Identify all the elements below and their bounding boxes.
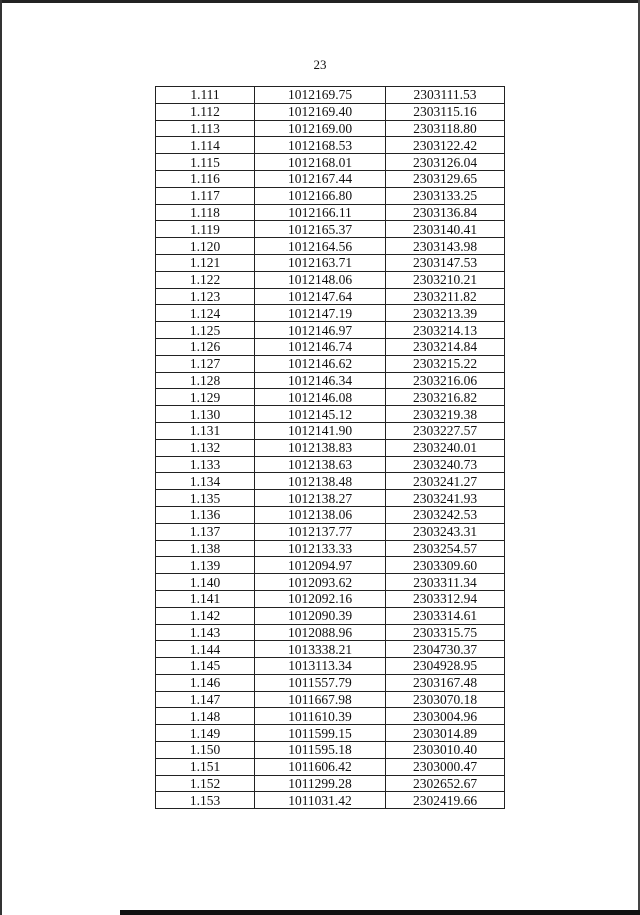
table-row <box>156 490 505 507</box>
x-coordinate-cell: 1012146.74 <box>255 338 386 355</box>
table-row <box>156 154 505 171</box>
x-coordinate-cell: 1012141.90 <box>255 422 386 439</box>
x-coordinate-cell: 1012168.53 <box>255 137 386 154</box>
y-coordinate-cell: 2303240.73 <box>386 456 505 473</box>
x-coordinate-cell: 1013338.21 <box>255 641 386 658</box>
point-number-cell: 1.130 <box>156 406 255 423</box>
point-number-cell: 1.120 <box>156 238 255 255</box>
x-coordinate-cell: 1012088.96 <box>255 624 386 641</box>
table-row <box>156 271 505 288</box>
point-number-cell: 1.148 <box>156 708 255 725</box>
y-coordinate-cell: 2303241.27 <box>386 473 505 490</box>
x-coordinate-cell: 1012167.44 <box>255 170 386 187</box>
table-row <box>156 674 505 691</box>
table-row <box>156 137 505 154</box>
y-coordinate-cell: 2303214.13 <box>386 322 505 339</box>
point-number-cell: 1.138 <box>156 540 255 557</box>
x-coordinate-cell: 1011599.15 <box>255 725 386 742</box>
y-coordinate-cell: 2302652.67 <box>386 775 505 792</box>
x-coordinate-cell: 1011031.42 <box>255 792 386 809</box>
point-number-cell: 1.150 <box>156 742 255 759</box>
x-coordinate-cell: 1012092.16 <box>255 590 386 607</box>
coordinates-table <box>155 86 505 809</box>
point-number-cell: 1.121 <box>156 254 255 271</box>
point-number-cell: 1.147 <box>156 691 255 708</box>
table-row <box>156 439 505 456</box>
x-coordinate-cell: 1012163.71 <box>255 254 386 271</box>
x-coordinate-cell: 1011557.79 <box>255 674 386 691</box>
x-coordinate-cell: 1012138.06 <box>255 506 386 523</box>
y-coordinate-cell: 2303111.53 <box>386 87 505 104</box>
point-number-cell: 1.118 <box>156 204 255 221</box>
y-coordinate-cell: 2303010.40 <box>386 742 505 759</box>
x-coordinate-cell: 1012145.12 <box>255 406 386 423</box>
table-row <box>156 355 505 372</box>
point-number-cell: 1.124 <box>156 305 255 322</box>
point-number-cell: 1.134 <box>156 473 255 490</box>
table-row <box>156 187 505 204</box>
y-coordinate-cell: 2303118.80 <box>386 120 505 137</box>
y-coordinate-cell: 2303122.42 <box>386 137 505 154</box>
table-row <box>156 607 505 624</box>
table-row <box>156 725 505 742</box>
coordinates-table-body <box>156 87 505 809</box>
y-coordinate-cell: 2303312.94 <box>386 590 505 607</box>
y-coordinate-cell: 2303243.31 <box>386 523 505 540</box>
scan-bottom-edge <box>120 910 640 915</box>
y-coordinate-cell: 2303167.48 <box>386 674 505 691</box>
point-number-cell: 1.127 <box>156 355 255 372</box>
point-number-cell: 1.141 <box>156 590 255 607</box>
x-coordinate-cell: 1012138.63 <box>255 456 386 473</box>
x-coordinate-cell: 1012165.37 <box>255 221 386 238</box>
table-row <box>156 506 505 523</box>
table-row <box>156 758 505 775</box>
y-coordinate-cell: 2302419.66 <box>386 792 505 809</box>
point-number-cell: 1.140 <box>156 574 255 591</box>
point-number-cell: 1.146 <box>156 674 255 691</box>
x-coordinate-cell: 1012147.64 <box>255 288 386 305</box>
table-row <box>156 254 505 271</box>
y-coordinate-cell: 2303240.01 <box>386 439 505 456</box>
y-coordinate-cell: 2303000.47 <box>386 758 505 775</box>
point-number-cell: 1.136 <box>156 506 255 523</box>
table-row <box>156 406 505 423</box>
x-coordinate-cell: 1012147.19 <box>255 305 386 322</box>
x-coordinate-cell: 1011610.39 <box>255 708 386 725</box>
y-coordinate-cell: 2303126.04 <box>386 154 505 171</box>
y-coordinate-cell: 2303115.16 <box>386 103 505 120</box>
y-coordinate-cell: 2303242.53 <box>386 506 505 523</box>
x-coordinate-cell: 1012166.11 <box>255 204 386 221</box>
page-number: 23 <box>313 57 327 72</box>
y-coordinate-cell: 2303227.57 <box>386 422 505 439</box>
table-row <box>156 120 505 137</box>
point-number-cell: 1.151 <box>156 758 255 775</box>
x-coordinate-cell: 1012169.75 <box>255 87 386 104</box>
y-coordinate-cell: 2303315.75 <box>386 624 505 641</box>
table-row <box>156 87 505 104</box>
y-coordinate-cell: 2303129.65 <box>386 170 505 187</box>
y-coordinate-cell: 2303211.82 <box>386 288 505 305</box>
x-coordinate-cell: 1012094.97 <box>255 557 386 574</box>
table-row <box>156 238 505 255</box>
table-row <box>156 422 505 439</box>
point-number-cell: 1.112 <box>156 103 255 120</box>
point-number-cell: 1.119 <box>156 221 255 238</box>
x-coordinate-cell: 1011606.42 <box>255 758 386 775</box>
table-row <box>156 456 505 473</box>
table-row <box>156 221 505 238</box>
point-number-cell: 1.123 <box>156 288 255 305</box>
point-number-cell: 1.113 <box>156 120 255 137</box>
point-number-cell: 1.153 <box>156 792 255 809</box>
y-coordinate-cell: 2303136.84 <box>386 204 505 221</box>
x-coordinate-cell: 1012148.06 <box>255 271 386 288</box>
point-number-cell: 1.129 <box>156 389 255 406</box>
y-coordinate-cell: 2303213.39 <box>386 305 505 322</box>
table-row <box>156 691 505 708</box>
point-number-cell: 1.143 <box>156 624 255 641</box>
point-number-cell: 1.139 <box>156 557 255 574</box>
table-row <box>156 624 505 641</box>
y-coordinate-cell: 2303133.25 <box>386 187 505 204</box>
y-coordinate-cell: 2303140.41 <box>386 221 505 238</box>
table-row <box>156 372 505 389</box>
point-number-cell: 1.126 <box>156 338 255 355</box>
point-number-cell: 1.135 <box>156 490 255 507</box>
x-coordinate-cell: 1012146.97 <box>255 322 386 339</box>
point-number-cell: 1.125 <box>156 322 255 339</box>
x-coordinate-cell: 1012146.62 <box>255 355 386 372</box>
table-row <box>156 523 505 540</box>
table-row <box>156 473 505 490</box>
point-number-cell: 1.111 <box>156 87 255 104</box>
point-number-cell: 1.122 <box>156 271 255 288</box>
table-row <box>156 557 505 574</box>
table-row <box>156 775 505 792</box>
table-row <box>156 322 505 339</box>
table-row <box>156 338 505 355</box>
x-coordinate-cell: 1012138.83 <box>255 439 386 456</box>
point-number-cell: 1.149 <box>156 725 255 742</box>
scan-top-edge <box>0 0 640 3</box>
x-coordinate-cell: 1012146.08 <box>255 389 386 406</box>
table-row <box>156 658 505 675</box>
table-row <box>156 389 505 406</box>
y-coordinate-cell: 2304730.37 <box>386 641 505 658</box>
x-coordinate-cell: 1012169.40 <box>255 103 386 120</box>
y-coordinate-cell: 2303004.96 <box>386 708 505 725</box>
point-number-cell: 1.137 <box>156 523 255 540</box>
point-number-cell: 1.144 <box>156 641 255 658</box>
point-number-cell: 1.128 <box>156 372 255 389</box>
x-coordinate-cell: 1013113.34 <box>255 658 386 675</box>
table-row <box>156 708 505 725</box>
table-row <box>156 792 505 809</box>
table-row <box>156 574 505 591</box>
y-coordinate-cell: 2303254.57 <box>386 540 505 557</box>
y-coordinate-cell: 2303070.18 <box>386 691 505 708</box>
table-row <box>156 204 505 221</box>
y-coordinate-cell: 2303311.34 <box>386 574 505 591</box>
table-row <box>156 305 505 322</box>
table-row <box>156 540 505 557</box>
point-number-cell: 1.142 <box>156 607 255 624</box>
x-coordinate-cell: 1011595.18 <box>255 742 386 759</box>
y-coordinate-cell: 2303143.98 <box>386 238 505 255</box>
table-row <box>156 103 505 120</box>
y-coordinate-cell: 2303147.53 <box>386 254 505 271</box>
point-number-cell: 1.131 <box>156 422 255 439</box>
x-coordinate-cell: 1012137.77 <box>255 523 386 540</box>
point-number-cell: 1.117 <box>156 187 255 204</box>
x-coordinate-cell: 1012164.56 <box>255 238 386 255</box>
point-number-cell: 1.114 <box>156 137 255 154</box>
y-coordinate-cell: 2303216.06 <box>386 372 505 389</box>
y-coordinate-cell: 2303314.61 <box>386 607 505 624</box>
scan-left-edge <box>0 0 2 915</box>
x-coordinate-cell: 1012146.34 <box>255 372 386 389</box>
x-coordinate-cell: 1012133.33 <box>255 540 386 557</box>
y-coordinate-cell: 2303216.82 <box>386 389 505 406</box>
y-coordinate-cell: 2303219.38 <box>386 406 505 423</box>
table-row <box>156 590 505 607</box>
point-number-cell: 1.132 <box>156 439 255 456</box>
x-coordinate-cell: 1012169.00 <box>255 120 386 137</box>
x-coordinate-cell: 1011667.98 <box>255 691 386 708</box>
y-coordinate-cell: 2303014.89 <box>386 725 505 742</box>
point-number-cell: 1.145 <box>156 658 255 675</box>
x-coordinate-cell: 1012138.27 <box>255 490 386 507</box>
y-coordinate-cell: 2303241.93 <box>386 490 505 507</box>
x-coordinate-cell: 1012090.39 <box>255 607 386 624</box>
point-number-cell: 1.152 <box>156 775 255 792</box>
y-coordinate-cell: 2303215.22 <box>386 355 505 372</box>
y-coordinate-cell: 2304928.95 <box>386 658 505 675</box>
table-row <box>156 742 505 759</box>
table-row <box>156 170 505 187</box>
x-coordinate-cell: 1011299.28 <box>255 775 386 792</box>
point-number-cell: 1.116 <box>156 170 255 187</box>
point-number-cell: 1.133 <box>156 456 255 473</box>
y-coordinate-cell: 2303309.60 <box>386 557 505 574</box>
x-coordinate-cell: 1012166.80 <box>255 187 386 204</box>
y-coordinate-cell: 2303214.84 <box>386 338 505 355</box>
x-coordinate-cell: 1012138.48 <box>255 473 386 490</box>
table-row <box>156 288 505 305</box>
x-coordinate-cell: 1012168.01 <box>255 154 386 171</box>
table-row <box>156 641 505 658</box>
y-coordinate-cell: 2303210.21 <box>386 271 505 288</box>
x-coordinate-cell: 1012093.62 <box>255 574 386 591</box>
point-number-cell: 1.115 <box>156 154 255 171</box>
